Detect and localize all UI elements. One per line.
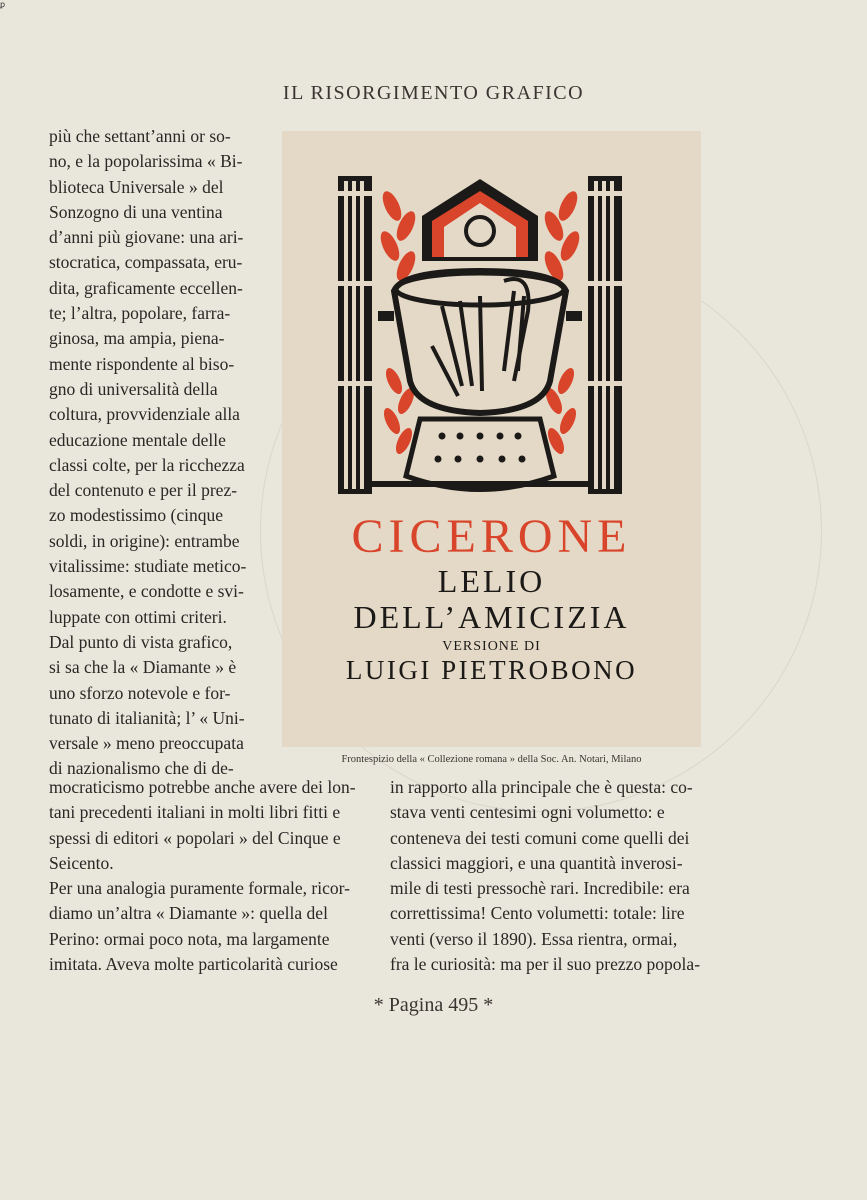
- frontispiece-title-line1: LELIO: [437, 563, 546, 599]
- text-line: più che settant’anni or so-: [49, 126, 231, 146]
- text-line: zo modestissimo (cinque: [49, 505, 224, 526]
- corner-mark: ꝑ: [0, 0, 6, 9]
- bottom-right-text-column: [390, 775, 704, 977]
- text-line: gno di universalità della: [49, 378, 218, 399]
- text-line: Seicento.: [49, 852, 114, 873]
- text-line: fra le curiosità: ma per il suo prezzo popola-: [390, 954, 701, 975]
- text-line: versale » meno preoccupata: [49, 733, 244, 754]
- bottom-left-text-column: [49, 775, 363, 977]
- text-line: spessi di editori « popolari » del Cinque e: [49, 827, 341, 848]
- text-line: d’anni più giovane: una ari-: [49, 227, 244, 248]
- text-line: di nazionalismo che di de-: [49, 758, 234, 779]
- page-number: * Pagina 495 *: [373, 994, 494, 1016]
- text-line: vitalissime: studiate metico-: [49, 556, 247, 577]
- text-line: conteneva dei testi comuni come quelli dei: [390, 827, 690, 848]
- text-line: ginosa, ma ampia, piena-: [49, 328, 225, 349]
- text-line: mocraticismo potrebbe anche avere dei lon-: [49, 777, 356, 797]
- text-line: tani precedenti italiani in molti libri fitti e: [49, 802, 341, 823]
- text-line: losamente, e condotte e svi-: [49, 581, 244, 602]
- text-line: no, e la popolarissima « Bi-: [49, 151, 243, 172]
- text-line: correttissima! Cento volumetti: totale: lire: [390, 903, 685, 924]
- frontispiece-plate: [282, 131, 701, 747]
- frontispiece-title-line2: DELL’AMICIZIA: [353, 599, 630, 635]
- plate-caption: Frontespizio della « Collezione romana » della Soc. An. Notari, Milano: [341, 754, 642, 765]
- frontispiece-author: CICERONE: [351, 510, 632, 563]
- text-line: Sonzogno di una ventina: [49, 201, 223, 222]
- text-line: dita, graficamente eccellen-: [49, 277, 243, 298]
- text-line: mente rispondente al biso-: [49, 353, 235, 374]
- text-line: educazione mentale delle: [49, 429, 226, 450]
- text-line: luppate con ottimi criteri.: [49, 606, 227, 627]
- text-line: Per una analogia puramente formale, ricor-: [49, 878, 350, 899]
- text-line: te; l’altra, popolare, farra-: [49, 303, 231, 324]
- text-line: Dal punto di vista grafico,: [49, 631, 233, 652]
- text-line: si sa che la « Diamante » è: [49, 657, 237, 678]
- text-line: coltura, provvidenziale alla: [49, 404, 240, 425]
- text-line: blioteca Universale » del: [49, 176, 224, 197]
- text-line: classici maggiori, e una quantità inverosi-: [390, 852, 683, 873]
- text-line: stava venti centesimi ogni volumetto: e: [390, 802, 665, 823]
- text-line: tunato di italianità; l’ « Uni-: [49, 707, 245, 728]
- text-line: venti (verso il 1890). Essa rientra, ormai,: [390, 928, 678, 949]
- text-line: del contenuto e per il prez-: [49, 480, 238, 501]
- left-text-column: [49, 124, 254, 782]
- text-line: soldi, in origine): entrambe: [49, 530, 240, 551]
- text-line: diamo un’altra « Diamante »: quella del: [49, 903, 328, 924]
- text-line: uno sforzo notevole e for-: [49, 682, 231, 703]
- text-line: mile di testi pressochè rari. Incredibile: era: [390, 878, 690, 899]
- text-line: classi colte, per la ricchezza: [49, 454, 245, 475]
- text-line: stocratica, compassata, eru-: [49, 252, 243, 273]
- text-line: in rapporto alla principale che è questa: co-: [390, 777, 693, 797]
- frontispiece-version-label: VERSIONE DI: [442, 639, 541, 654]
- text-line: Perino: ormai poco nota, ma largamente: [49, 928, 330, 949]
- frontispiece-translator: LUIGI PIETROBONO: [345, 655, 638, 685]
- running-header: IL RISORGIMENTO GRAFICO: [282, 82, 585, 104]
- text-line: imitata. Aveva molte particolarità curiose: [49, 954, 338, 975]
